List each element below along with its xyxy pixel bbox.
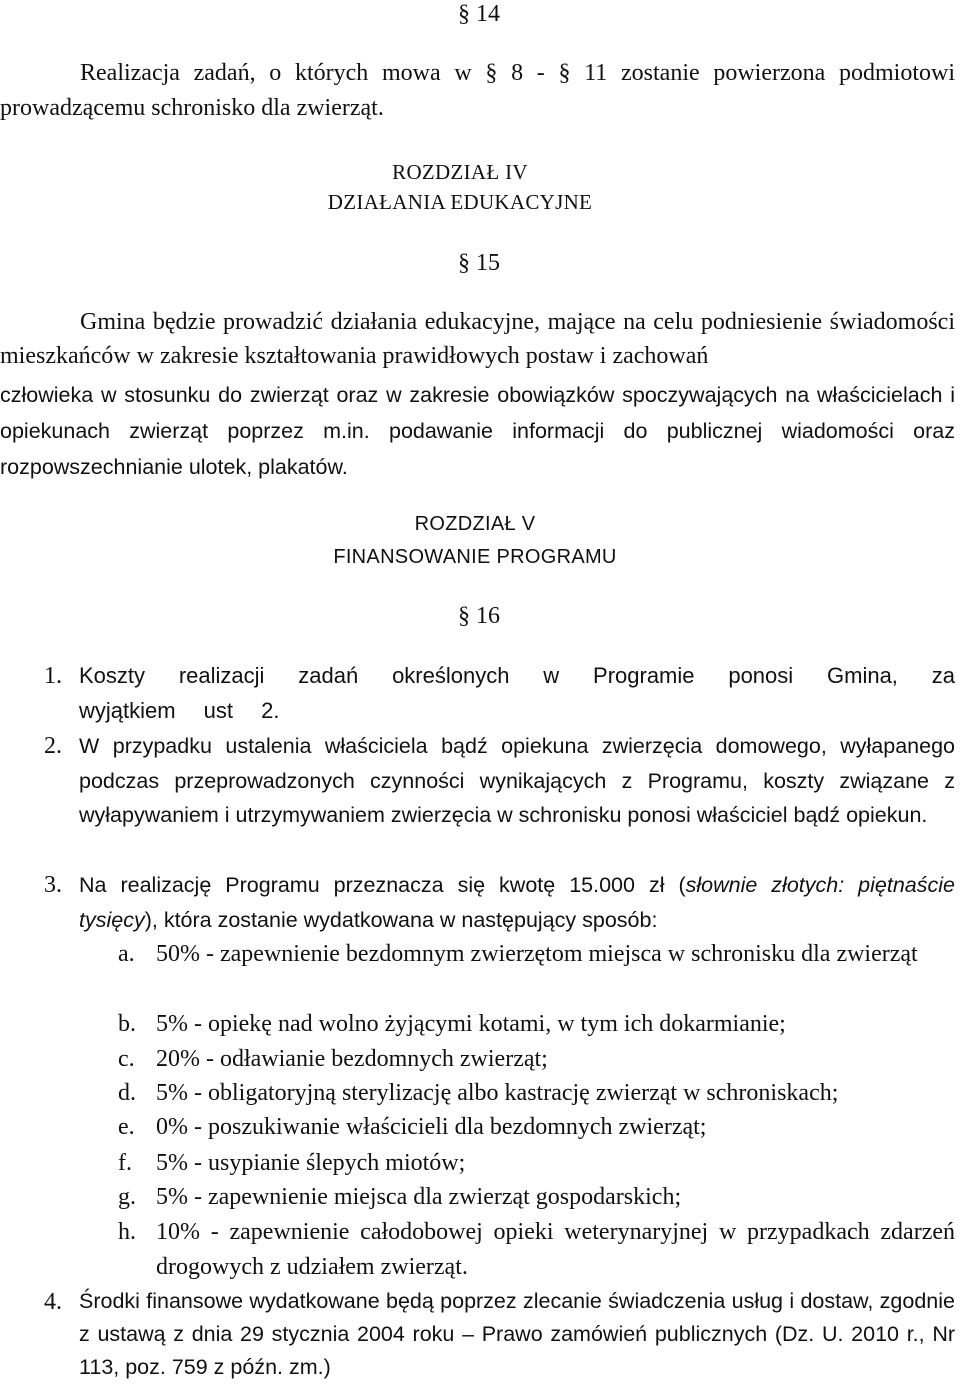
list-item — [44, 659, 955, 729]
list-item-number: 3. — [44, 872, 62, 898]
sub-list-text: 10% - zapewnienie całodobowej opieki weterynaryjnej w przypadkach zdarzeń drogowych z udziałem zwierząt. — [156, 1219, 955, 1280]
chapter-5-title: ROZDZIAŁ V — [414, 513, 536, 535]
intro-paragraph: Realizacja zadań, o których mowa w § 8 - § 11 zostanie powierzona podmiotowi prowadzącemu schronisko dla zwierząt. — [0, 60, 955, 121]
sub-list-letter: e. — [118, 1114, 135, 1140]
education-paragraph-rest: człowieka w stosunku do zwierząt oraz w zakresie obowiązków spoczywających na właścicielach i opiekunach zwierząt poprzez m.in. podawanie informacji do publicznej wiadomości oraz rozpowszechnianie ulotek, plakatów. — [0, 383, 955, 479]
chapter-4-title: ROZDZIAŁ IV — [392, 160, 528, 184]
list-item-number: 4. — [44, 1289, 62, 1315]
funding-amount-text: Na realizację Programu przeznacza się kwotę 15.000 zł ( — [79, 873, 686, 897]
sub-list-text: 5% - opiekę nad wolno żyjącymi kotami, w tym ich dokarmianie; — [156, 1011, 786, 1037]
sub-list-item — [118, 1042, 955, 1077]
list-item-text: W przypadku ustalenia właściciela bądź opiekuna zwierzęcia domowego, wyłapanego podczas przeprowadzonych czynności wynikających z Programu, koszty związane z wyłapywaniem i utrzymywaniem zwierzęcia w schronisku ponosi właściciel bądź opiekun. — [79, 734, 955, 827]
list-item-number: 2. — [44, 733, 62, 759]
section-15-heading: § 15 — [458, 250, 500, 276]
funding-amount-in-words: słownie złotych: piętnaście tysięcy — [79, 873, 955, 932]
sub-list-text: 50% - zapewnienie bezdomnym zwierzętom miejsca w schronisku dla zwierząt — [156, 941, 918, 967]
sub-list-text: 5% - obligatoryjną sterylizację albo kastrację zwierząt w schroniskach; — [156, 1080, 839, 1106]
sub-list-text: 5% - zapewnienie miejsca dla zwierząt gospodarskich; — [156, 1184, 682, 1210]
list-item-text — [79, 868, 955, 937]
sub-list-letter: g. — [118, 1184, 136, 1210]
sub-list-item — [118, 1146, 955, 1181]
sub-list-item — [118, 937, 955, 1007]
list-item-text: Środki finansowe wydatkowane będą poprzez zlecanie świadczenia usług i dostaw, zgodnie z ustawą z dnia 29 stycznia 2004 roku – Prawo zamówień publicznych (Dz. U. 2010 r., Nr 113, poz. 759 z późn. zm.) — [79, 1289, 955, 1379]
sub-list-letter: c. — [118, 1046, 135, 1072]
education-paragraph-lead: Gmina będzie prowadzić działania edukacyjne, mające na celu podniesienie świadomości mieszkańców w zakresie kształtowania prawidłowych postaw i zachowań — [0, 309, 955, 369]
sub-list-letter: h. — [118, 1219, 136, 1245]
sub-list-item — [118, 1110, 955, 1145]
list-item-text: Koszty realizacji zadań określonych w Programie ponosi Gmina, za wyjątkiem ust 2. — [79, 663, 955, 723]
sub-list-item — [118, 1180, 955, 1215]
sub-list-item — [118, 1076, 955, 1111]
list-item — [44, 868, 955, 938]
sub-list-text: 20% - odławianie bezdomnych zwierząt; — [156, 1046, 548, 1072]
section-14-heading: § 14 — [458, 1, 500, 27]
sub-list-letter: d. — [118, 1080, 136, 1106]
sub-list-letter: f. — [118, 1150, 132, 1176]
sub-list-item — [118, 1007, 955, 1042]
sub-list-text: 0% - poszukiwanie właścicieli dla bezdomnych zwierząt; — [156, 1114, 707, 1140]
list-item — [44, 729, 955, 869]
sub-list-text: 5% - usypianie ślepych miotów; — [156, 1150, 466, 1176]
list-item-number: 1. — [44, 663, 62, 689]
chapter-4-subtitle: DZIAŁANIA EDUKACYJNE — [327, 190, 593, 214]
section-16-heading: § 16 — [458, 603, 500, 629]
sub-list-item — [118, 1215, 955, 1285]
chapter-5-subtitle: FINANSOWANIE PROGRAMU — [333, 546, 617, 568]
list-item — [44, 1285, 955, 1384]
sub-list-letter: a. — [118, 941, 135, 967]
sub-list-letter: b. — [118, 1011, 136, 1037]
funding-allocation-intro: ), która zostanie wydatkowana w następujący sposób: — [144, 907, 658, 932]
